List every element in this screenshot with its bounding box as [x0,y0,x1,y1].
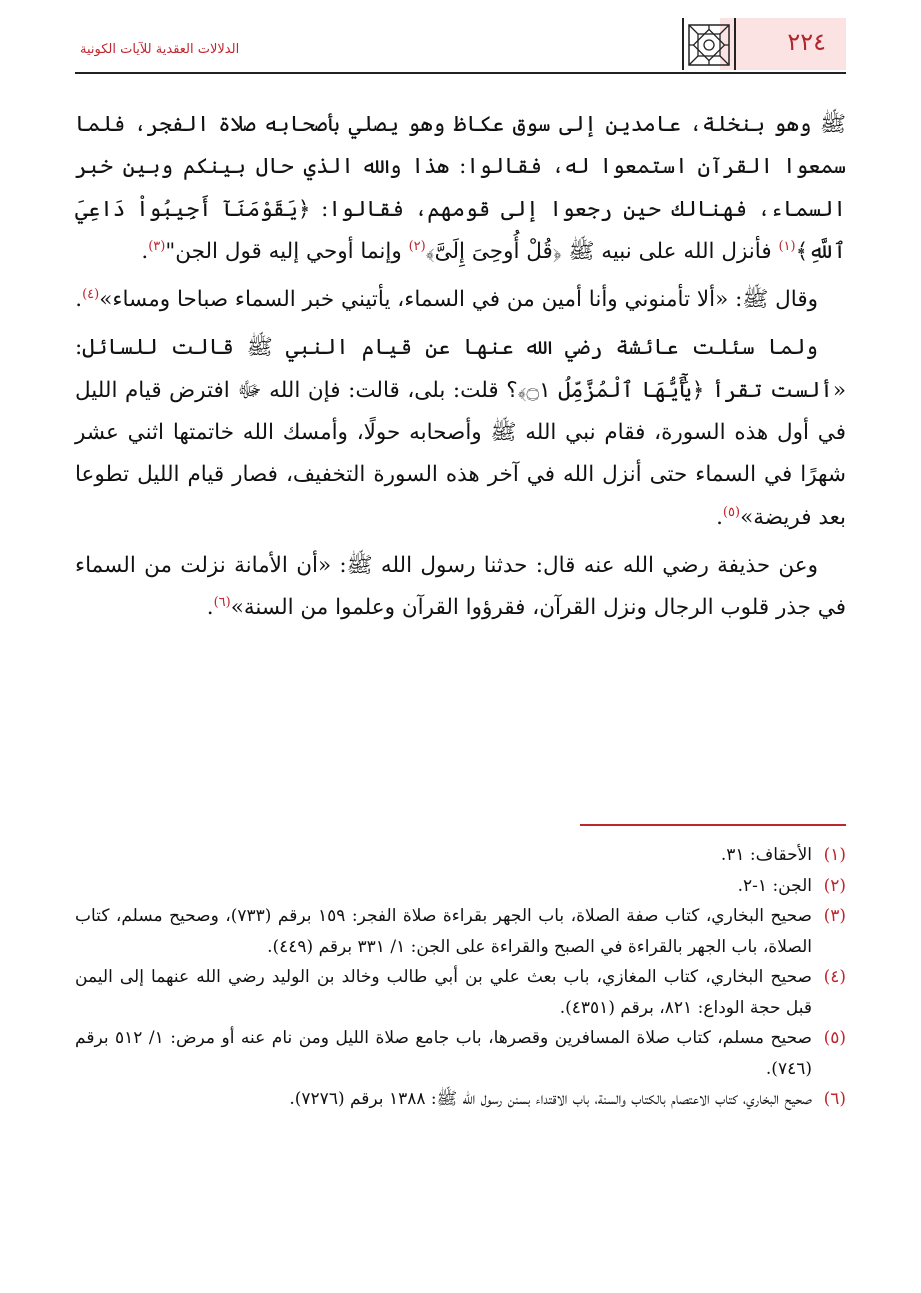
footnote-item [75,840,846,871]
footnote-ref-5[interactable]: (٥) [722,504,741,520]
footnote-text: صحيح مسلم، كتاب صلاة المسافرين وقصرها، باب جامع صلاة الليل ومن نام عنه أو مرض: ١/ ٥١٢ برقم (٧٤٦). [75,1028,812,1079]
p4-text: وعن حذيفة رضي الله عنه قال: حدثنا رسول الله ﷺ: «أن الأمانة نزلت من السماء في جذر قلوب الرجال ونزل القرآن، فقرؤوا القرآن وعلموا من السنة» [75,552,846,621]
paragraph-1 [75,104,846,273]
p2-end: . [75,287,83,313]
footnote-number: (٦) [823,1089,846,1109]
footnote-item [75,1084,846,1115]
footnote-number: (٤) [823,967,846,987]
footnote-text: الأحقاف: ٣١. [720,845,812,865]
paragraph-3 [75,327,846,538]
running-title: الدلالات العقدية للآيات الكونية [80,42,240,57]
footnote-item [75,962,846,1023]
p4-end: . [206,595,214,621]
decorative-ornament-icon [688,24,730,66]
footnote-text: صحيح البخاري، كتاب صفة الصلاة، باب الجهر بقراءة صلاة الفجر: ١٥٩ برقم (٧٣٣)، وصحيح مسلم، كتاب الصلاة، باب الجهر بالقراءة في الصبح والقراءة على الجن: ١/ ٣٣١ برقم (٤٤٩). [75,906,812,957]
footnote-ref-2[interactable]: (٢) [408,238,426,254]
p1-line-1: ﷺ وهو بنخلة، عامدين إلى سوق عكاظ وهو يصلي بأصحابه صلاة الفجر، [133,112,846,137]
main-text [75,104,846,630]
footnote-ref-3[interactable]: (٣) [148,238,166,254]
page-number-box [720,18,846,70]
page-header [75,18,846,70]
p2-text: وقال ﷺ: «ألا تأمنوني وأنا أمين من في السماء، يأتيني خبر السماء صباحا ومساء» [99,287,818,313]
p3-text: ولما سئلت عائشة رضي الله عنها عن قيام النبي ﷺ قالت للسائل: «ألست تقرأ ﴿يَٰٓأَيُّهَا ٱلْمُزَّمِّلُ ۝١﴾؟ قلت: بلى، قالت: فإن الله ﷻ افترض قيام الليل في أول هذه السورة، فقام نبي الله ﷺ وأصحابه حولًا، وأمسك الله خاتمتها اثني عشر شهرًا في السماء حتى أنزل الله في آخر هذه السورة التخفيف، فصار قيام الليل تطوعا بعد فريضة» [75,335,846,530]
footnote-item [75,871,846,902]
p1-line-4a: فأنزل الله على نبيه ﷺ ﴿قُلْ أُوحِىَ إِلَىَّ﴾ [425,238,772,264]
footnote-item [75,901,846,962]
p1-end: . [141,238,149,264]
footnote-ref-4[interactable]: (٤) [82,287,100,303]
footnote-ref-1[interactable]: (١) [778,238,796,254]
footnote-item [75,1023,846,1084]
paragraph-4 [75,545,846,630]
footnote-number: (١) [823,845,846,865]
footnote-separator [580,824,846,826]
footnote-text: صحيح البخاري، كتاب المغازي، باب بعث علي بن أبي طالب وخالد بن الوليد رضي الله عنهما إلى اليمن قبل حجة الوداع: ٨٢١، برقم (٤٣٥١). [75,967,812,1018]
footnote-text: الجن: ١-٢. [737,875,812,896]
p1-line-3: السماء، فهنالك حين رجعوا إلى قومهم، فقالوا: ﴿يَقَوْمَنَآ أَجِيبُواْ دَاعِيَ ٱللَّهِ﴾ [75,196,846,264]
header-rule [75,72,846,74]
footnote-ref-6[interactable]: (٦) [213,595,231,611]
p1-line-2: فلما سمعوا القرآن استمعوا له، فقالوا: هذا والله الذي حال بينكم وبين خبر [75,112,846,180]
ornament-right-bar [734,18,736,70]
page-number: ٢٢٤ [787,28,826,56]
footnotes [75,840,846,1115]
p1-line-4b: وإنما أوحي إليه قول الجن" [165,238,409,264]
footnote-number: (٢) [823,875,846,896]
footnote-text: صحيح البخاري، كتاب الاعتصام بالكتاب والسنة، باب الاقتداء بسنن رسول الله ﷺ: ١٣٨٨ برقم (٧٢٧٦). [289,1089,812,1109]
footnote-number: (٥) [823,1028,846,1048]
ornament-left-bar [682,18,684,70]
paragraph-2 [75,279,846,321]
p3-end: . [716,504,723,530]
footnote-number: (٣) [823,906,846,926]
